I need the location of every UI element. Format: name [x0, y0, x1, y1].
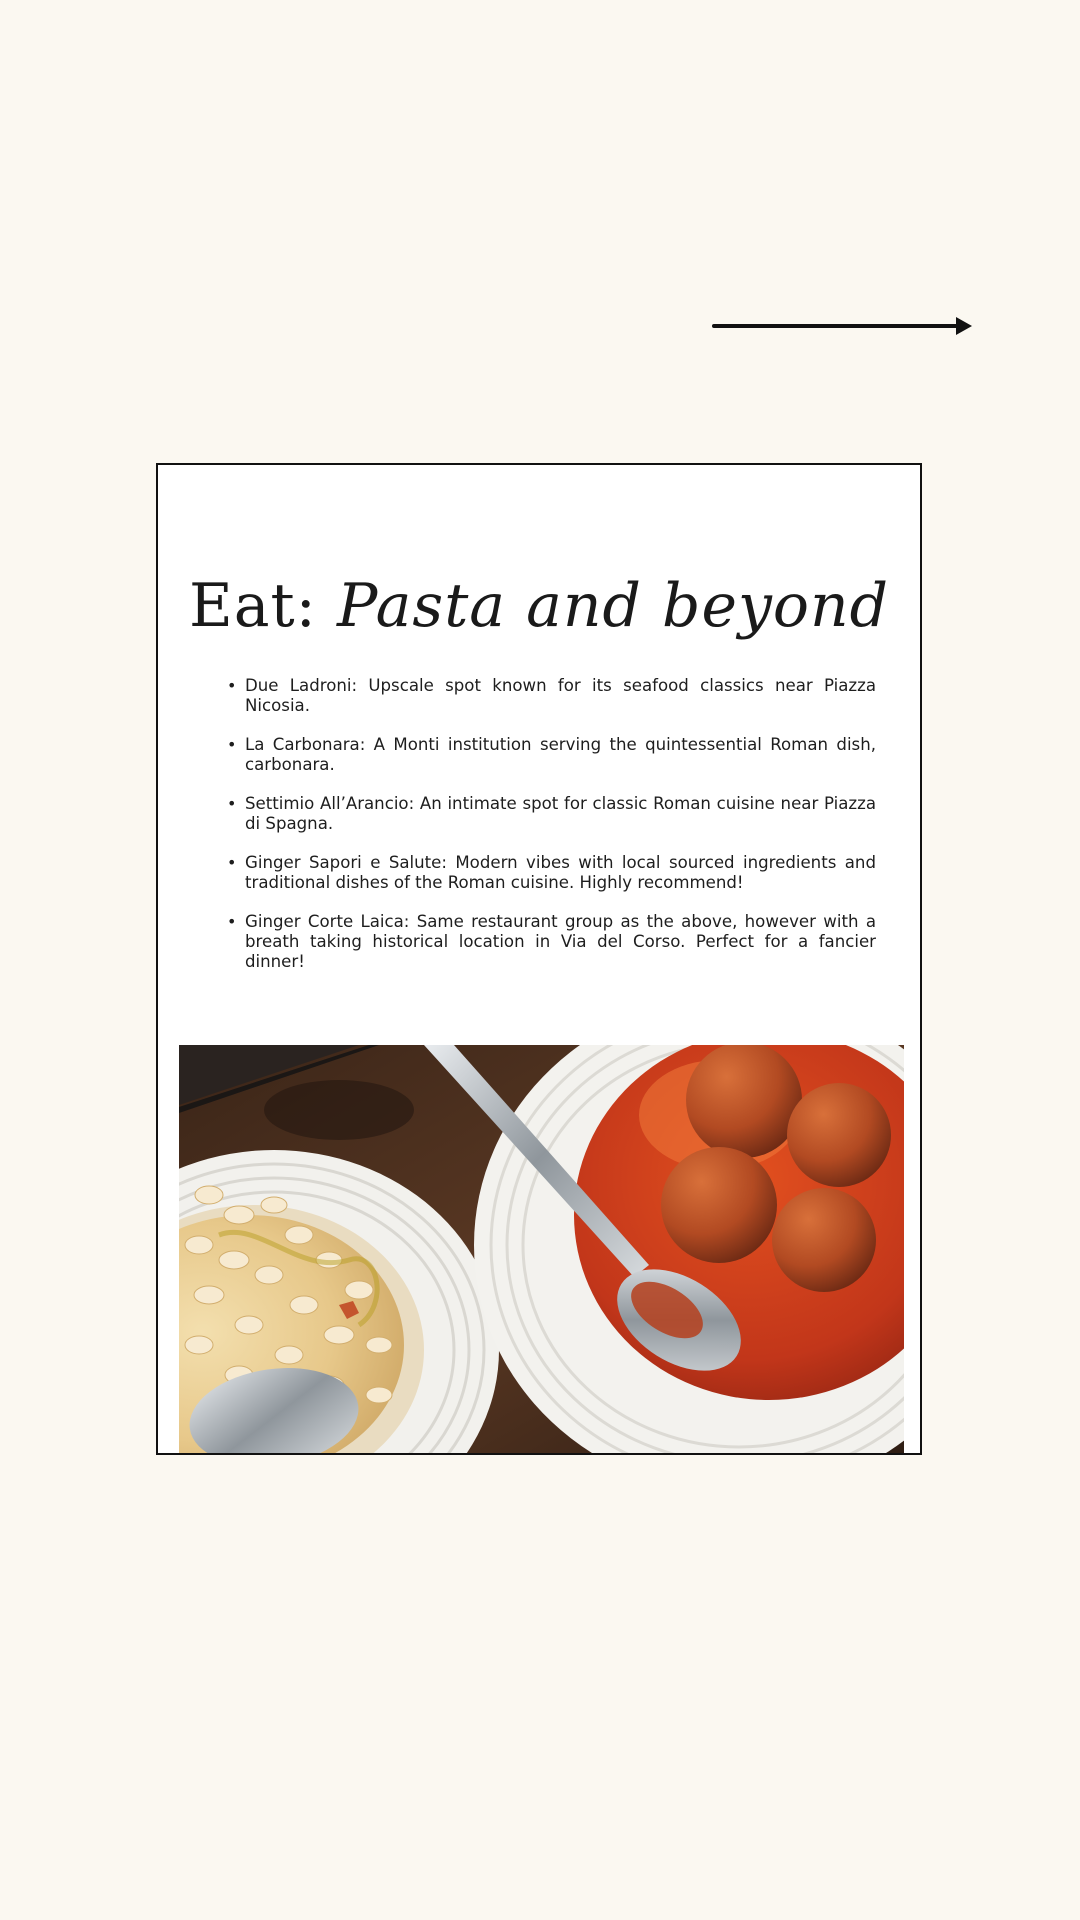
bullet-icon: •	[227, 912, 237, 931]
list-item	[227, 853, 876, 893]
restaurant-list	[227, 676, 876, 991]
list-item	[227, 794, 876, 834]
title-colon: :	[295, 571, 337, 641]
slide-card	[156, 463, 922, 1455]
restaurant-description: Ginger Sapori e Salute: Modern vibes with local sourced ingredients and traditional dishes of the Roman cuisine. Highly recommend!	[245, 853, 876, 892]
bullet-icon: •	[227, 853, 237, 872]
title-prefix: Eat	[188, 571, 296, 641]
bullet-icon: •	[227, 676, 237, 695]
list-item	[227, 676, 876, 716]
bullet-icon: •	[227, 735, 237, 754]
bullet-icon: •	[227, 794, 237, 813]
food-photo	[179, 1045, 904, 1455]
next-arrow-icon[interactable]	[712, 315, 974, 337]
restaurant-description: La Carbonara: A Monti institution serving the quintessential Roman dish, carbonara.	[245, 735, 876, 774]
restaurant-description: Settimio All’Arancio: An intimate spot for classic Roman cuisine near Piazza di Spagna.	[245, 794, 876, 833]
list-item	[227, 735, 876, 775]
list-item	[227, 912, 876, 972]
page-title	[158, 570, 920, 642]
restaurant-description: Due Ladroni: Upscale spot known for its seafood classics near Piazza Nicosia.	[245, 676, 876, 715]
restaurant-description: Ginger Corte Laica: Same restaurant group as the above, however with a breath taking historical location in Via del Corso. Perfect for a fancier dinner!	[245, 912, 876, 971]
title-subtitle: Pasta and beyond	[336, 571, 890, 641]
